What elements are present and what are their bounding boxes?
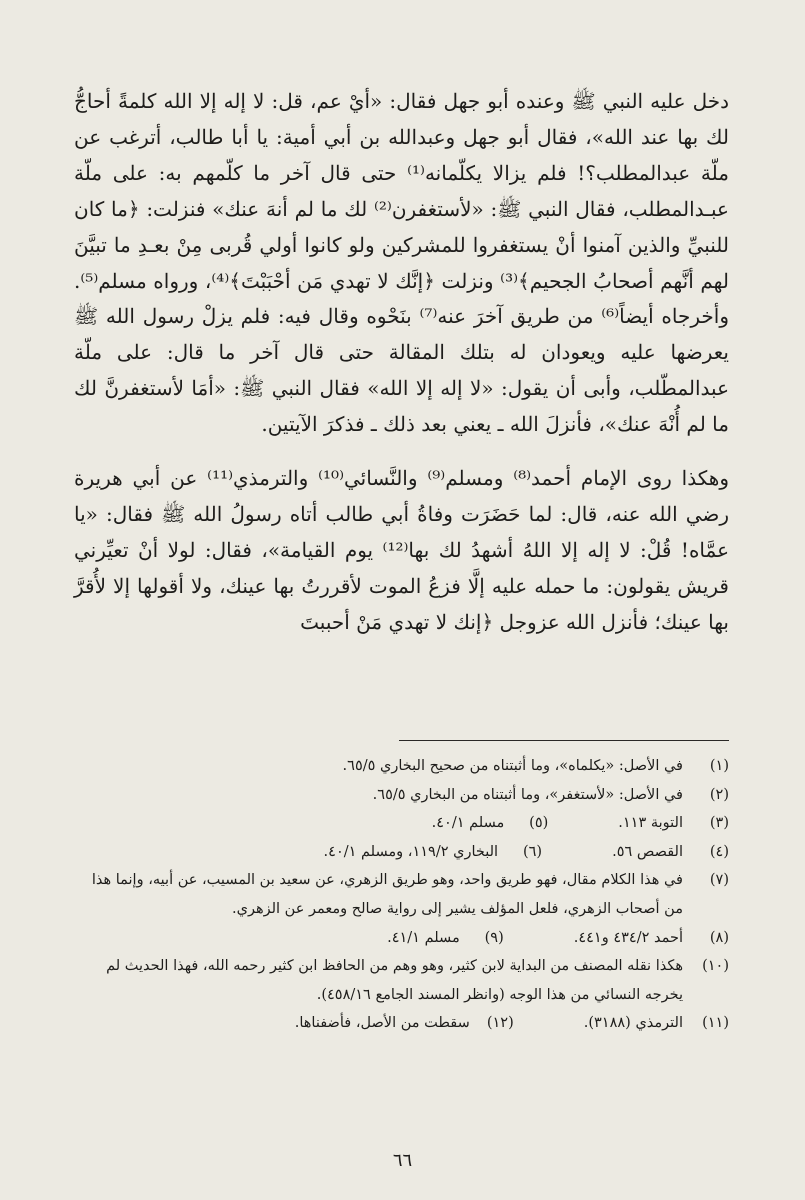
paragraph-2: وهكذا روى الإمام أحمد⁽⁸⁾ ومسلم⁽⁹⁾ والنَّسائي⁽¹⁰⁾ والترمذي⁽¹¹⁾ عن أبي هريرة رضي الله عنه، قال: لما حَضَرَت وفاةُ أبي طالب أتاه رسولُ الله ﷺ فقال: «يا عمَّاه! قُلْ: لا إله إلا اللهُ أشهدُ لك بها⁽¹²⁾ يوم القيامة»، فقال: لولا أنْ تعيِّرني قريش يقولون: ما حمله عليه إلَّا فزعُ الموت لأقررتُ بها عينك، ولا أقولها إلا لأُقرَّ بها عينك؛ فأنزل الله عزوجل ﴿إنك لا تهدي مَنْ أحببتَ xyxy=(74,466,730,634)
page-number: ٦٦ xyxy=(392,1150,413,1171)
footnote-number: (٩) xyxy=(484,929,504,946)
footnote-text: أحمد ٤٣٤/٢ و٤٤١. xyxy=(573,929,683,946)
footnote-11 xyxy=(584,1009,729,1038)
footnote-number: (٣) xyxy=(709,815,729,832)
footnote-text: التوبة ١١٣. xyxy=(618,815,683,832)
footnote-number: (٦) xyxy=(522,843,543,860)
footnote-number: (١٠) xyxy=(702,958,729,975)
footnote-4 xyxy=(612,838,729,867)
footnote-text: مسلم ٤٠/١. xyxy=(431,815,505,832)
footnote-number: (٥) xyxy=(529,815,549,832)
footnote-text: سقطت من الأصل، فأضفناها. xyxy=(294,1015,470,1032)
paragraph-1: دخل عليه النبي ﷺ وعنده أبو جهل فقال: «أيْ عم، قل: لا إله إلا الله كلمةً أحاجُّ لك بها عند الله»، فقال أبو جهل وعبدالله بن أبي أمية: يا أبا طالب، أترغب عن ملّة عبدالمطلب؟! فلم يزالا يكلّمانه⁽¹⁾ حتى قال آخر ما كلّمهم به: على ملّة عبـدالمطلب، فقال النبي ﷺ: «لأستغفرن⁽²⁾ لك ما لم أنهَ عنك» فنزلت: ﴿ما كان للنبيِّ والذين آمنوا أنْ يستغفروا للمشركين ولو كانوا أولي قُربى مِنْ بعـدِ ما تبيَّنَ لهم أنَّهم أصحابُ الجحيم﴾⁽³⁾ ونزلت ﴿إنَّك لا تهدي مَن أحْبَبْتَ﴾⁽⁴⁾، ورواه مسلم⁽⁵⁾. وأخرجاه أيضاً⁽⁶⁾ من طريق آخرَ عنه⁽⁷⁾ بنَحْوه وقال فيه: فلم يزلْ رسول الله ﷺ يعرضها عليه ويعودان له بتلك المقالة حتى قال آخر ما قال: على ملّة عبدالمطّلب، وأبى أن يقول: «لا إله إلا الله» فقال النبي ﷺ: «أمَا لأستغفرنَّ لك ما لم أُنْهَ عنك»، فأنزلَ الله ـ يعني بعد ذلك ـ فذكرَ الآيتين. xyxy=(74,89,729,437)
footnote-row-4-6 xyxy=(74,838,729,867)
footnote-text: في الأصل: «يكلماه»، وما أثبتناه من صحيح البخاري ٦٥/٥. xyxy=(342,758,683,774)
footnote-number: (٧) xyxy=(709,872,729,889)
footnote-number: (١١) xyxy=(702,1015,729,1032)
footnote-6 xyxy=(324,838,543,867)
footnote-text: الترمذي (٣١٨٨). xyxy=(583,1015,683,1032)
footnote-row-3-5 xyxy=(74,809,729,838)
footnote-text: مسلم ٤١/١. xyxy=(387,929,460,946)
main-text xyxy=(74,84,729,641)
footnote-text: في هذا الكلام مقال، فهو طريق واحد، وهو طريق الزهري، عن سعيد بن المسيب، عن أبيه، وإنما هذا من أصحاب الزهري، فلعل المؤلف يشير إلى رواية صالح ومعمر عن الزهري. xyxy=(91,872,683,917)
footnote-text: في الأصل: «لأستغفر»، وما أثبتناه من البخاري ٦٥/٥. xyxy=(372,786,683,803)
footnote-row-11-12 xyxy=(74,1009,729,1038)
footnote-separator xyxy=(399,740,729,741)
footnote-text: القصص ٥٦. xyxy=(612,843,683,860)
footnote-number: (١٢) xyxy=(486,1015,514,1032)
footnote-text: هكذا نقله المصنف من البداية لابن كثير، وهو وهم من الحافظ ابن كثير رحمه الله، فهذا الحديث لم يخرجه النسائي من هذا الوجه (وانظر المسند الجامع ٤٥٨/١٦). xyxy=(106,958,683,1003)
footnote-10 xyxy=(74,952,729,1009)
footnote-number: (٢) xyxy=(709,786,729,803)
footnote-row-8-9 xyxy=(74,924,729,953)
footnotes xyxy=(74,752,729,1038)
footnote-number: (٤) xyxy=(709,843,729,860)
footnote-2 xyxy=(74,781,729,810)
footnote-5 xyxy=(432,809,549,838)
footnote-number: (١) xyxy=(709,758,729,774)
footnote-number: (٨) xyxy=(709,929,729,946)
footnote-1 xyxy=(74,752,729,781)
footnote-12 xyxy=(295,1009,514,1038)
footnote-text: البخاري ١١٩/٢، ومسلم ٤٠/١. xyxy=(323,843,499,860)
footnote-3 xyxy=(618,809,729,838)
footnote-7 xyxy=(74,866,729,923)
footnote-8 xyxy=(574,924,729,953)
footnote-9 xyxy=(387,924,504,953)
